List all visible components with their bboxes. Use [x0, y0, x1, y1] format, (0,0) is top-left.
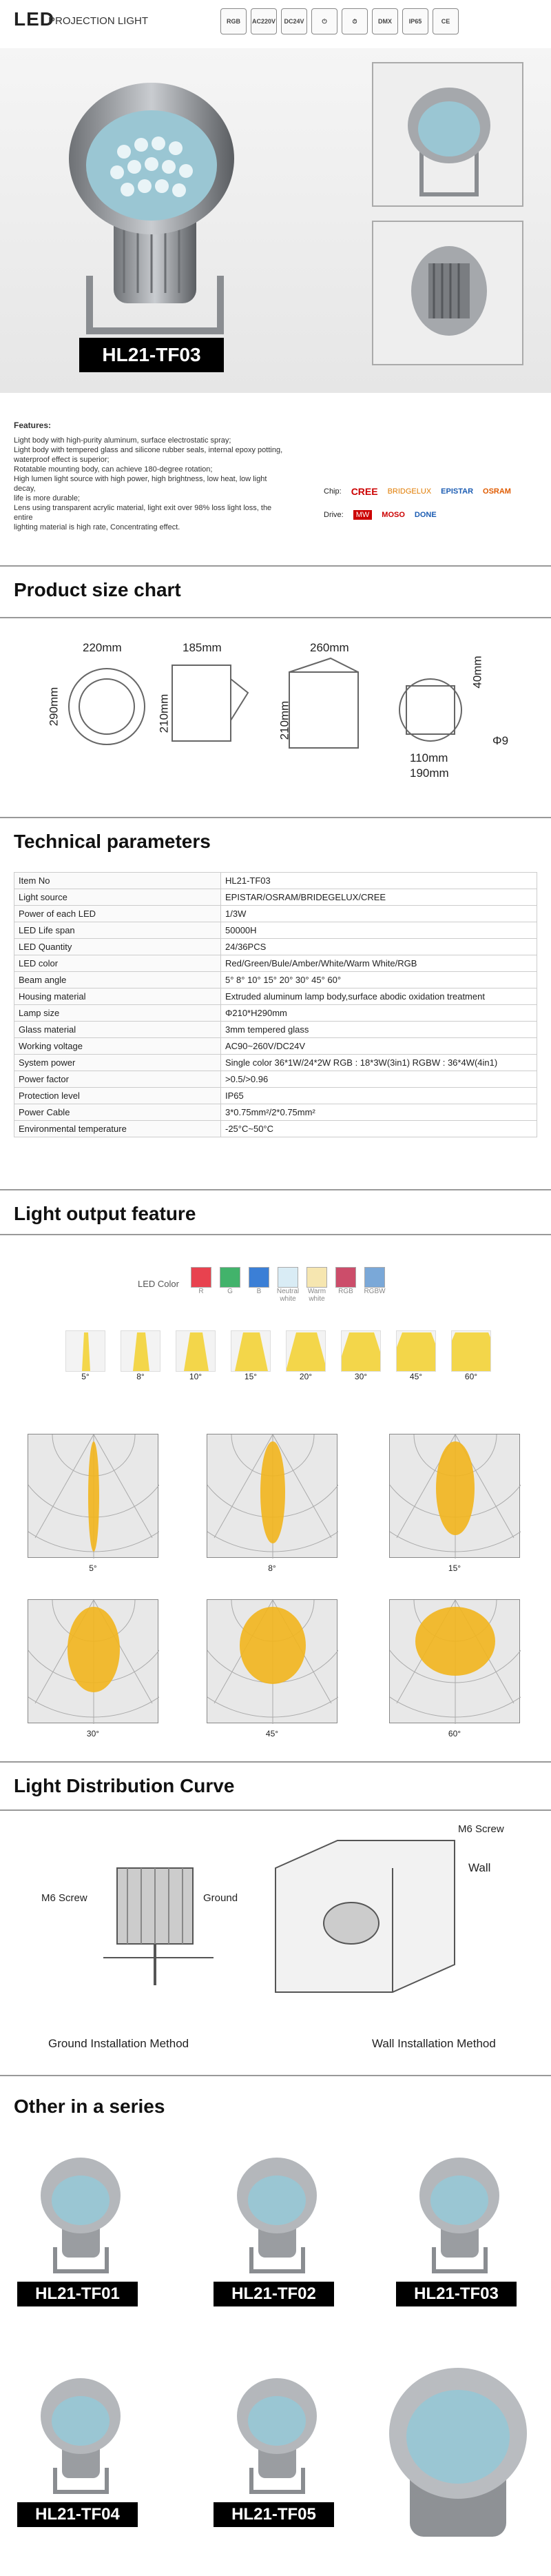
dim-40: 40mm [470, 656, 484, 689]
tech-row [14, 873, 537, 889]
tech-row [14, 906, 537, 922]
color-swatch-item [305, 1267, 329, 1303]
chip-brands-row [324, 486, 511, 497]
series-model-badge: HL21-TF02 [214, 2282, 334, 2306]
size-chart-title: Product size chart [14, 579, 181, 600]
color-swatch [364, 1267, 385, 1288]
tech-key: Protection level [14, 1088, 221, 1104]
feature-line: Lens using transparent acrylic material, light exit over 98% loss light loss, the entire [14, 504, 272, 522]
tech-key: System power [14, 1055, 221, 1071]
dimension-drawing [0, 631, 551, 803]
series-grid [0, 2137, 551, 2571]
dim-width-220: 220mm [83, 641, 122, 654]
series-title: Other in a series [14, 2096, 165, 2117]
tech-value: Φ210*H290mm [221, 1005, 537, 1022]
tech-row [14, 939, 537, 955]
polar-diagram [28, 1599, 158, 1723]
tech-value: IP65 [221, 1088, 537, 1104]
dc-voltage-icon: DC24V [281, 8, 307, 34]
tech-value: >0.5/>0.96 [221, 1071, 537, 1088]
polar-label: 5° [89, 1563, 97, 1573]
beam-angle-row [65, 1330, 491, 1381]
color-swatch [191, 1267, 211, 1288]
series-model-badge: HL21-TF01 [17, 2282, 138, 2306]
tech-row [14, 955, 537, 972]
timer-icon: ⏱ [342, 8, 368, 34]
feature-line: Light body with tempered glass and silicone rubber seals, internal epoxy potting, [14, 446, 283, 454]
swatch-label: RGBW [364, 1288, 386, 1295]
color-swatch-item [334, 1267, 357, 1303]
osram-logo: OSRAM [483, 487, 511, 496]
feature-line: High lumen light source with high power, high brightness, low heat, low light decay, [14, 475, 267, 493]
dim-185: 185mm [183, 641, 222, 654]
beam-label: 20° [299, 1372, 313, 1381]
polar-diagram [389, 1599, 520, 1723]
tech-value: EPISTAR/OSRAM/BRIDEGELUX/CREE [221, 889, 537, 906]
tech-row [14, 972, 537, 988]
color-swatch-item [189, 1267, 213, 1303]
screw-label-left: M6 Screw [41, 1892, 87, 1904]
tech-key: Working voltage [14, 1038, 221, 1055]
beam-item [286, 1330, 326, 1381]
ce-icon: CE [433, 8, 459, 34]
divider [0, 1809, 551, 1811]
tech-row [14, 1104, 537, 1121]
feature-line: lighting material is high rate, Concentrating effect. [14, 523, 180, 531]
light-output-title: Light output feature [14, 1203, 196, 1224]
beam-cone-icon [176, 1330, 216, 1372]
beam-label: 15° [244, 1372, 258, 1381]
tech-key: LED color [14, 955, 221, 972]
ground-install-caption: Ground Installation Method [48, 2037, 189, 2050]
series-lamp-image [31, 2144, 127, 2278]
series-model-badge: HL21-TF03 [396, 2282, 517, 2306]
tech-key: LED Life span [14, 922, 221, 939]
divider [0, 1761, 551, 1763]
size-chart-diagrams [0, 631, 551, 803]
polar-label: 60° [448, 1729, 461, 1738]
polar-diagram [28, 1434, 158, 1558]
main-lamp-image [48, 55, 255, 345]
chip-label: Chip: [324, 487, 342, 496]
dmx-icon: DMX [372, 8, 398, 34]
tech-key: Beam angle [14, 972, 221, 988]
features-block [14, 420, 289, 532]
ac-voltage-icon: AC220V [251, 8, 277, 34]
beam-item [396, 1330, 436, 1381]
swatch-label: Neutral white [276, 1288, 300, 1303]
drive-label: Drive: [324, 511, 344, 519]
dim-height-290: 290mm [47, 687, 61, 727]
color-swatch [306, 1267, 327, 1288]
back-view-image [372, 221, 523, 365]
ip65-icon: IP65 [402, 8, 428, 34]
power-icon: ⏻ [311, 8, 337, 34]
beam-item [341, 1330, 381, 1381]
tech-value: 3mm tempered glass [221, 1022, 537, 1038]
installation-diagrams [41, 1827, 510, 2034]
color-swatch-item [247, 1267, 271, 1303]
tech-value: Extruded aluminum lamp body,surface abodic oxidation treatment [221, 988, 537, 1005]
tech-value: Single color 36*1W/24*2W RGB : 18*3W(3in1) RGBW : 36*4W(4in1) [221, 1055, 537, 1071]
polar-label: 45° [265, 1729, 279, 1738]
color-swatch-item [276, 1267, 300, 1303]
feature-line: waterproof effect is superior; [14, 456, 110, 464]
polar-label: 30° [86, 1729, 100, 1738]
brand-logo: LED [14, 8, 54, 30]
polar-label: 15° [448, 1563, 461, 1573]
cert-icon-row [220, 8, 459, 34]
divider [0, 1234, 551, 1235]
divider [0, 2075, 551, 2076]
header-subtitle: PROJECTION LIGHT [48, 15, 149, 27]
polar-diagram [207, 1434, 337, 1558]
wall-label: Wall [468, 1861, 491, 1874]
series-lamp-image [227, 2364, 324, 2499]
distribution-title: Light Distribution Curve [14, 1775, 235, 1796]
swatch-label: Warm white [307, 1288, 326, 1303]
main-model-badge: HL21-TF03 [79, 338, 224, 372]
polar-label: 8° [268, 1563, 276, 1573]
tech-value: 1/3W [221, 906, 537, 922]
series-lamp-image [227, 2144, 324, 2278]
divider [0, 1189, 551, 1190]
feature-line: Rotatable mounting body, can achieve 180-degree rotation; [14, 465, 213, 474]
beam-label: 45° [409, 1372, 423, 1381]
color-swatch [335, 1267, 356, 1288]
tech-value: 5° 8° 10° 15° 20° 30° 45° 60° [221, 972, 537, 988]
color-swatch [249, 1267, 269, 1288]
tech-key: Power of each LED [14, 906, 221, 922]
color-swatch [278, 1267, 298, 1288]
tech-key: Power factor [14, 1071, 221, 1088]
beam-label: 30° [354, 1372, 368, 1381]
moso-logo: MOSO [382, 511, 405, 519]
tech-row [14, 1022, 537, 1038]
swatch-label: RGB [338, 1288, 353, 1295]
color-swatch-item [218, 1267, 242, 1303]
tech-key: Glass material [14, 1022, 221, 1038]
divider [0, 565, 551, 567]
divider [0, 817, 551, 818]
beam-label: 8° [136, 1372, 145, 1381]
features-title: Features: [14, 420, 52, 430]
beam-item [65, 1330, 105, 1381]
tech-table [14, 872, 537, 1137]
beam-cone-icon [121, 1330, 160, 1372]
series-model-badge: HL21-TF04 [17, 2502, 138, 2527]
tech-value: HL21-TF03 [221, 873, 537, 889]
tech-row [14, 889, 537, 906]
drive-brands-row [324, 510, 437, 520]
wall-install-caption: Wall Installation Method [372, 2037, 496, 2050]
tech-value: 24/36PCS [221, 939, 537, 955]
color-swatch-item [363, 1267, 386, 1303]
page-header [0, 0, 551, 48]
dim-210-b: 210mm [278, 700, 291, 740]
tech-row [14, 1005, 537, 1022]
tech-key: Housing material [14, 988, 221, 1005]
tech-value: -25°C~50°C [221, 1121, 537, 1137]
swatch-label: R [198, 1288, 204, 1295]
tech-row [14, 1055, 537, 1071]
swatch-label: G [227, 1288, 233, 1295]
tech-row [14, 1088, 537, 1104]
dim-260: 260mm [310, 641, 349, 654]
done-logo: DONE [414, 511, 437, 519]
tech-row [14, 1071, 537, 1088]
led-color-swatches [189, 1267, 386, 1303]
tech-key: LED Quantity [14, 939, 221, 955]
dim-190: 190mm [410, 767, 449, 780]
beam-item [176, 1330, 216, 1381]
screw-label-right: M6 Screw [458, 1823, 504, 1835]
tech-key: Item No [14, 873, 221, 889]
tech-value: 3*0.75mm²/2*0.75mm² [221, 1104, 537, 1121]
divider [0, 617, 551, 618]
tech-key: Lamp size [14, 1005, 221, 1022]
beam-item [451, 1330, 491, 1381]
rgb-icon: RGB [220, 8, 247, 34]
beam-item [231, 1330, 271, 1381]
tech-key: Environmental temperature [14, 1121, 221, 1137]
beam-cone-icon [451, 1330, 491, 1372]
tech-title: Technical parameters [14, 831, 211, 852]
bridgelux-logo: BRIDGELUX [387, 487, 432, 496]
cree-logo: CREE [351, 486, 378, 497]
epistar-logo: EPISTAR [441, 487, 474, 496]
feature-line: life is more durable; [14, 494, 80, 503]
tech-row [14, 922, 537, 939]
dim-phi9: Φ9 [492, 734, 509, 747]
tech-key: Power Cable [14, 1104, 221, 1121]
swatch-label: B [256, 1288, 262, 1295]
led-color-label: LED Color [138, 1279, 179, 1289]
beam-cone-icon [231, 1330, 271, 1372]
series-model-badge: HL21-TF05 [214, 2502, 334, 2527]
polar-diagram-grid [0, 1434, 551, 1751]
beam-item [121, 1330, 160, 1381]
dim-110: 110mm [410, 751, 448, 764]
tech-value: Red/Green/Bule/Amber/White/Warm White/RGB [221, 955, 537, 972]
meanwell-logo: MW [353, 510, 373, 520]
dim-210-a: 210mm [157, 693, 171, 733]
color-swatch [220, 1267, 240, 1288]
series-lamp-image [31, 2364, 127, 2499]
tech-row [14, 1038, 537, 1055]
tech-value: AC90~260V/DC24V [221, 1038, 537, 1055]
beam-label: 5° [81, 1372, 90, 1381]
ground-label: Ground [203, 1892, 238, 1904]
beam-cone-icon [286, 1330, 326, 1372]
beam-label: 10° [189, 1372, 202, 1381]
polar-diagram [207, 1599, 337, 1723]
tech-value: 50000H [221, 922, 537, 939]
beam-cone-icon [341, 1330, 381, 1372]
beam-cone-icon [65, 1330, 105, 1372]
series-lamp-image [410, 2144, 506, 2278]
beam-label: 60° [464, 1372, 478, 1381]
tech-key: Light source [14, 889, 221, 906]
hero-section [0, 48, 551, 393]
tech-row [14, 1121, 537, 1137]
polar-diagram [389, 1434, 520, 1558]
side-view-image [372, 62, 523, 207]
series-closeup-image [382, 2357, 534, 2547]
feature-line: Light body with high-purity aluminum, surface electrostatic spray; [14, 436, 231, 445]
beam-cone-icon [396, 1330, 436, 1372]
tech-row [14, 988, 537, 1005]
